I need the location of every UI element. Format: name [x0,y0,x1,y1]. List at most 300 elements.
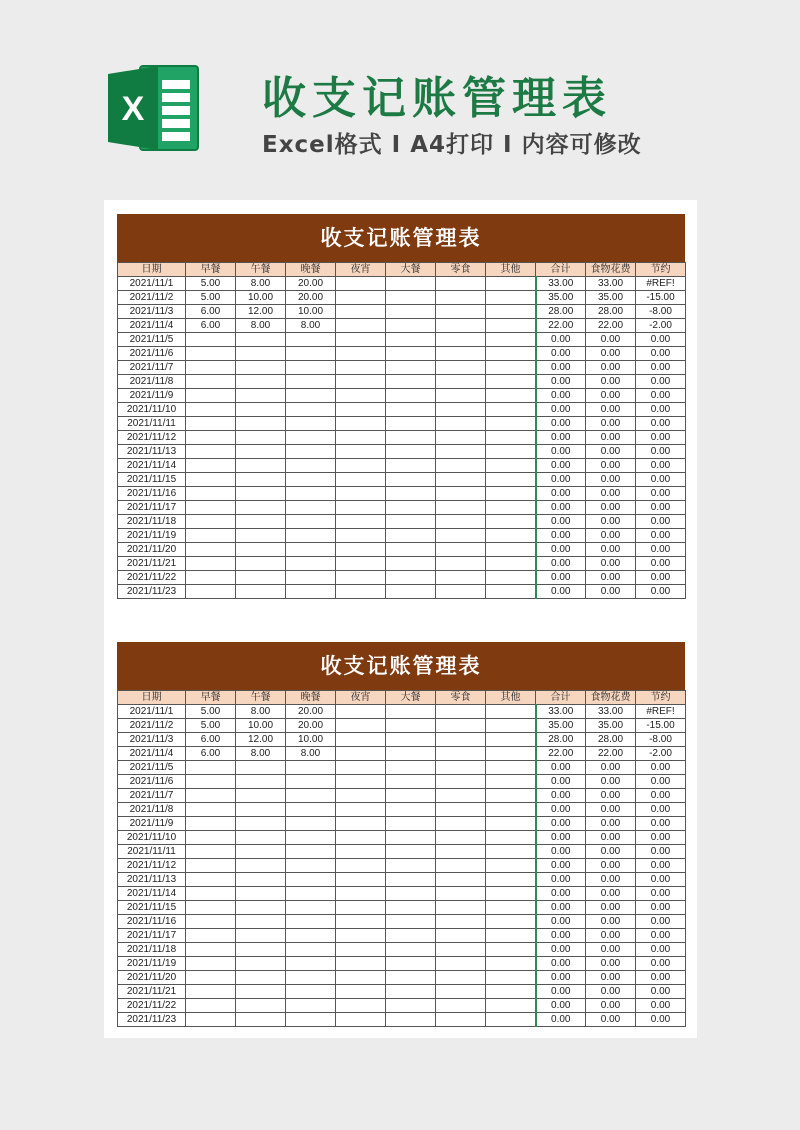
table-cell[interactable] [436,403,486,417]
table-cell[interactable]: 6.00 [186,733,236,747]
table-cell[interactable]: 0.00 [636,585,686,599]
table-cell[interactable] [236,859,286,873]
table-cell[interactable]: -2.00 [636,747,686,761]
table-cell[interactable] [286,831,336,845]
table-cell[interactable] [186,761,236,775]
table-cell[interactable] [386,585,436,599]
table-cell[interactable] [386,789,436,803]
table-cell[interactable] [486,445,536,459]
table-cell[interactable]: 2021/11/20 [118,971,186,985]
table-cell[interactable] [336,775,386,789]
table-cell[interactable] [386,403,436,417]
table-cell[interactable]: 2021/11/16 [118,915,186,929]
table-cell[interactable]: 0.00 [586,403,636,417]
table-cell[interactable] [486,1013,536,1027]
table-cell[interactable] [486,319,536,333]
table-cell[interactable] [186,487,236,501]
table-cell[interactable]: 2021/11/11 [118,417,186,431]
table-cell[interactable]: 0.00 [586,333,636,347]
table-cell[interactable] [236,403,286,417]
table-cell[interactable] [186,515,236,529]
table-cell[interactable] [386,557,436,571]
table-cell[interactable] [486,459,536,473]
table-cell[interactable] [336,473,386,487]
table-cell[interactable] [486,733,536,747]
table-cell[interactable] [486,929,536,943]
table-cell[interactable] [336,957,386,971]
table-cell[interactable]: 0.00 [536,915,586,929]
table-cell[interactable] [236,887,286,901]
table-cell[interactable] [336,803,386,817]
table-cell[interactable] [236,761,286,775]
table-cell[interactable]: 0.00 [636,999,686,1013]
table-cell[interactable] [236,571,286,585]
table-cell[interactable]: 0.00 [536,445,586,459]
table-cell[interactable]: 35.00 [586,719,636,733]
table-cell[interactable]: 2021/11/4 [118,747,186,761]
table-cell[interactable] [336,1013,386,1027]
table-cell[interactable]: 0.00 [536,859,586,873]
table-cell[interactable] [436,277,486,291]
table-cell[interactable] [336,915,386,929]
table-cell[interactable] [186,585,236,599]
table-cell[interactable] [436,817,486,831]
table-cell[interactable] [186,845,236,859]
table-cell[interactable] [336,873,386,887]
table-cell[interactable] [486,515,536,529]
table-cell[interactable] [386,319,436,333]
table-cell[interactable] [336,487,386,501]
table-cell[interactable] [286,859,336,873]
table-cell[interactable]: 0.00 [536,929,586,943]
table-cell[interactable] [386,515,436,529]
table-cell[interactable] [186,459,236,473]
table-cell[interactable] [286,985,336,999]
table-cell[interactable] [386,733,436,747]
table-cell[interactable] [336,845,386,859]
table-cell[interactable] [236,361,286,375]
table-cell[interactable]: 0.00 [586,585,636,599]
table-cell[interactable] [336,999,386,1013]
table-cell[interactable]: 0.00 [536,943,586,957]
table-cell[interactable]: 0.00 [536,585,586,599]
table-cell[interactable] [336,431,386,445]
table-cell[interactable]: 8.00 [236,747,286,761]
table-cell[interactable] [286,775,336,789]
table-cell[interactable]: 0.00 [636,1013,686,1027]
table-cell[interactable] [436,557,486,571]
table-cell[interactable]: 2021/11/1 [118,277,186,291]
table-cell[interactable] [186,985,236,999]
table-cell[interactable]: 2021/11/13 [118,445,186,459]
table-cell[interactable] [336,901,386,915]
table-cell[interactable] [386,873,436,887]
table-cell[interactable] [186,417,236,431]
table-cell[interactable]: 2021/11/15 [118,901,186,915]
table-cell[interactable]: 0.00 [636,873,686,887]
table-cell[interactable] [486,999,536,1013]
table-cell[interactable] [286,929,336,943]
table-cell[interactable]: 0.00 [586,445,636,459]
table-cell[interactable] [336,929,386,943]
table-cell[interactable] [486,803,536,817]
table-cell[interactable]: 2021/11/8 [118,375,186,389]
table-cell[interactable]: 2021/11/23 [118,1013,186,1027]
table-cell[interactable] [286,431,336,445]
table-cell[interactable] [286,915,336,929]
table-cell[interactable] [236,543,286,557]
table-cell[interactable] [236,817,286,831]
table-cell[interactable] [186,817,236,831]
table-cell[interactable]: 2021/11/19 [118,957,186,971]
table-cell[interactable] [186,445,236,459]
table-cell[interactable]: 2021/11/11 [118,845,186,859]
table-cell[interactable] [436,957,486,971]
table-cell[interactable] [486,557,536,571]
table-cell[interactable] [386,487,436,501]
table-cell[interactable] [336,277,386,291]
table-cell[interactable]: 0.00 [586,487,636,501]
table-cell[interactable]: 0.00 [586,501,636,515]
table-cell[interactable]: 0.00 [536,417,586,431]
table-cell[interactable] [436,943,486,957]
table-cell[interactable] [236,557,286,571]
table-cell[interactable]: 0.00 [536,761,586,775]
table-cell[interactable]: 0.00 [636,473,686,487]
table-cell[interactable]: 0.00 [636,431,686,445]
table-cell[interactable] [186,929,236,943]
table-cell[interactable] [486,417,536,431]
table-cell[interactable]: 0.00 [636,445,686,459]
table-cell[interactable]: 12.00 [236,305,286,319]
table-cell[interactable]: 22.00 [536,319,586,333]
table-cell[interactable] [486,845,536,859]
table-cell[interactable] [386,501,436,515]
table-cell[interactable]: 0.00 [536,431,586,445]
table-cell[interactable]: 0.00 [586,515,636,529]
table-cell[interactable] [336,403,386,417]
table-cell[interactable]: -15.00 [636,291,686,305]
table-cell[interactable]: 0.00 [536,529,586,543]
table-cell[interactable]: 0.00 [586,831,636,845]
table-cell[interactable]: 20.00 [286,705,336,719]
table-cell[interactable] [436,389,486,403]
table-cell[interactable]: 10.00 [236,291,286,305]
table-cell[interactable]: 0.00 [636,347,686,361]
table-cell[interactable] [186,943,236,957]
table-cell[interactable] [286,347,336,361]
table-cell[interactable] [436,319,486,333]
table-cell[interactable]: 8.00 [286,319,336,333]
table-cell[interactable] [286,445,336,459]
table-cell[interactable] [236,585,286,599]
table-cell[interactable] [286,845,336,859]
table-cell[interactable] [336,459,386,473]
table-cell[interactable] [486,277,536,291]
table-cell[interactable] [436,291,486,305]
table-cell[interactable] [486,375,536,389]
table-cell[interactable] [236,775,286,789]
table-cell[interactable]: 0.00 [536,901,586,915]
table-cell[interactable]: 0.00 [586,431,636,445]
table-cell[interactable]: 0.00 [636,803,686,817]
table-cell[interactable]: 0.00 [636,389,686,403]
table-cell[interactable] [186,529,236,543]
table-cell[interactable] [286,389,336,403]
table-cell[interactable] [336,985,386,999]
table-cell[interactable] [236,347,286,361]
table-cell[interactable] [436,333,486,347]
table-cell[interactable] [186,873,236,887]
table-cell[interactable] [286,761,336,775]
table-cell[interactable] [336,817,386,831]
table-cell[interactable]: 0.00 [586,473,636,487]
table-cell[interactable]: 10.00 [286,733,336,747]
table-cell[interactable]: 5.00 [186,277,236,291]
table-cell[interactable]: 2021/11/1 [118,705,186,719]
table-cell[interactable] [236,999,286,1013]
table-cell[interactable]: 0.00 [636,915,686,929]
table-cell[interactable]: 0.00 [536,999,586,1013]
table-cell[interactable]: 6.00 [186,747,236,761]
table-cell[interactable] [236,789,286,803]
table-cell[interactable] [486,789,536,803]
table-cell[interactable] [236,971,286,985]
table-cell[interactable] [486,501,536,515]
table-cell[interactable] [386,277,436,291]
table-cell[interactable] [336,943,386,957]
table-cell[interactable]: 0.00 [586,1013,636,1027]
table-cell[interactable] [386,943,436,957]
table-cell[interactable] [386,361,436,375]
table-cell[interactable]: 0.00 [536,543,586,557]
table-cell[interactable]: 0.00 [536,347,586,361]
table-cell[interactable]: 2021/11/4 [118,319,186,333]
table-cell[interactable]: 0.00 [536,845,586,859]
table-cell[interactable] [236,417,286,431]
table-cell[interactable] [236,873,286,887]
table-cell[interactable]: 0.00 [536,571,586,585]
table-cell[interactable] [286,817,336,831]
table-cell[interactable]: 0.00 [636,361,686,375]
table-cell[interactable] [386,747,436,761]
table-cell[interactable]: 0.00 [586,915,636,929]
table-cell[interactable] [386,915,436,929]
table-cell[interactable]: 0.00 [586,529,636,543]
table-cell[interactable] [336,389,386,403]
table-cell[interactable]: 0.00 [636,887,686,901]
table-cell[interactable] [336,347,386,361]
table-cell[interactable] [286,557,336,571]
table-cell[interactable] [236,845,286,859]
table-cell[interactable]: 0.00 [586,859,636,873]
table-cell[interactable] [486,831,536,845]
table-cell[interactable]: 0.00 [586,543,636,557]
table-cell[interactable]: 2021/11/14 [118,459,186,473]
table-cell[interactable] [386,831,436,845]
table-cell[interactable]: 2021/11/17 [118,929,186,943]
table-cell[interactable] [436,747,486,761]
table-cell[interactable]: 0.00 [586,459,636,473]
table-cell[interactable]: 0.00 [536,375,586,389]
table-cell[interactable]: 12.00 [236,733,286,747]
table-cell[interactable] [236,1013,286,1027]
table-cell[interactable] [286,459,336,473]
table-cell[interactable] [486,585,536,599]
table-cell[interactable]: 28.00 [586,733,636,747]
table-cell[interactable]: 0.00 [636,789,686,803]
table-cell[interactable] [286,501,336,515]
table-cell[interactable] [236,389,286,403]
table-cell[interactable] [486,775,536,789]
table-cell[interactable] [436,585,486,599]
table-cell[interactable] [436,887,486,901]
table-cell[interactable] [336,319,386,333]
table-cell[interactable]: 22.00 [586,747,636,761]
table-cell[interactable]: 0.00 [536,957,586,971]
table-cell[interactable] [436,929,486,943]
table-cell[interactable]: 2021/11/5 [118,761,186,775]
table-cell[interactable]: 2021/11/21 [118,557,186,571]
table-cell[interactable] [386,431,436,445]
table-cell[interactable]: 0.00 [586,985,636,999]
table-cell[interactable] [386,929,436,943]
table-cell[interactable]: 0.00 [636,957,686,971]
table-cell[interactable] [336,887,386,901]
table-cell[interactable] [286,887,336,901]
table-cell[interactable] [486,873,536,887]
table-cell[interactable]: 22.00 [586,319,636,333]
table-cell[interactable] [486,719,536,733]
table-cell[interactable]: 0.00 [636,403,686,417]
table-cell[interactable] [486,887,536,901]
table-cell[interactable]: 0.00 [636,845,686,859]
table-cell[interactable]: 0.00 [536,361,586,375]
table-cell[interactable]: 2021/11/12 [118,431,186,445]
table-cell[interactable]: 6.00 [186,319,236,333]
table-cell[interactable]: 2021/11/18 [118,943,186,957]
table-cell[interactable] [286,543,336,557]
table-cell[interactable]: 0.00 [536,831,586,845]
table-cell[interactable] [386,705,436,719]
table-cell[interactable] [386,803,436,817]
table-cell[interactable] [436,431,486,445]
table-cell[interactable] [186,431,236,445]
table-cell[interactable]: 0.00 [636,971,686,985]
table-cell[interactable] [286,487,336,501]
table-cell[interactable] [286,515,336,529]
table-cell[interactable] [436,831,486,845]
table-cell[interactable]: 0.00 [586,929,636,943]
table-cell[interactable]: 0.00 [536,501,586,515]
table-cell[interactable]: 0.00 [636,333,686,347]
table-cell[interactable] [386,887,436,901]
table-cell[interactable] [336,705,386,719]
table-cell[interactable]: 2021/11/13 [118,873,186,887]
table-cell[interactable]: 0.00 [636,985,686,999]
table-cell[interactable]: 0.00 [636,859,686,873]
table-cell[interactable] [286,417,336,431]
table-cell[interactable]: 20.00 [286,291,336,305]
table-cell[interactable]: 35.00 [536,291,586,305]
table-cell[interactable]: 0.00 [586,999,636,1013]
table-cell[interactable]: 2021/11/9 [118,817,186,831]
table-cell[interactable]: 0.00 [536,775,586,789]
table-cell[interactable]: 10.00 [286,305,336,319]
table-cell[interactable] [486,817,536,831]
table-cell[interactable]: 0.00 [536,487,586,501]
table-cell[interactable] [386,571,436,585]
table-cell[interactable] [486,487,536,501]
table-cell[interactable]: 2021/11/8 [118,803,186,817]
table-cell[interactable] [486,571,536,585]
table-cell[interactable] [236,431,286,445]
table-cell[interactable]: 0.00 [586,417,636,431]
table-cell[interactable] [336,333,386,347]
table-cell[interactable] [186,831,236,845]
table-cell[interactable] [436,417,486,431]
table-cell[interactable] [386,761,436,775]
table-cell[interactable]: 0.00 [536,473,586,487]
table-cell[interactable] [236,529,286,543]
table-cell[interactable]: 33.00 [536,277,586,291]
table-cell[interactable]: 0.00 [536,971,586,985]
table-cell[interactable]: 0.00 [536,887,586,901]
table-cell[interactable] [486,389,536,403]
table-cell[interactable] [386,971,436,985]
table-cell[interactable] [436,803,486,817]
table-cell[interactable]: 0.00 [636,929,686,943]
table-cell[interactable] [336,501,386,515]
table-cell[interactable]: 28.00 [586,305,636,319]
table-cell[interactable] [186,571,236,585]
table-cell[interactable] [386,333,436,347]
table-cell[interactable] [436,473,486,487]
table-cell[interactable] [486,985,536,999]
table-cell[interactable]: 0.00 [536,873,586,887]
table-cell[interactable] [336,291,386,305]
table-cell[interactable] [486,403,536,417]
table-cell[interactable]: 0.00 [586,557,636,571]
table-cell[interactable] [286,971,336,985]
table-cell[interactable] [336,305,386,319]
table-cell[interactable] [436,733,486,747]
table-cell[interactable] [286,943,336,957]
table-cell[interactable] [186,971,236,985]
table-cell[interactable] [186,915,236,929]
table-cell[interactable] [486,761,536,775]
table-cell[interactable] [286,571,336,585]
table-cell[interactable] [236,957,286,971]
table-cell[interactable] [486,943,536,957]
table-cell[interactable] [186,403,236,417]
table-cell[interactable]: 5.00 [186,291,236,305]
table-cell[interactable]: 2021/11/2 [118,719,186,733]
table-cell[interactable]: 2021/11/5 [118,333,186,347]
table-cell[interactable]: -8.00 [636,733,686,747]
table-cell[interactable]: 0.00 [636,775,686,789]
table-cell[interactable] [486,859,536,873]
table-cell[interactable] [436,375,486,389]
table-cell[interactable]: 6.00 [186,305,236,319]
table-cell[interactable]: 0.00 [636,487,686,501]
table-cell[interactable] [286,529,336,543]
table-cell[interactable]: 2021/11/10 [118,403,186,417]
table-cell[interactable] [386,417,436,431]
table-cell[interactable] [436,361,486,375]
table-cell[interactable] [436,873,486,887]
table-cell[interactable] [186,999,236,1013]
